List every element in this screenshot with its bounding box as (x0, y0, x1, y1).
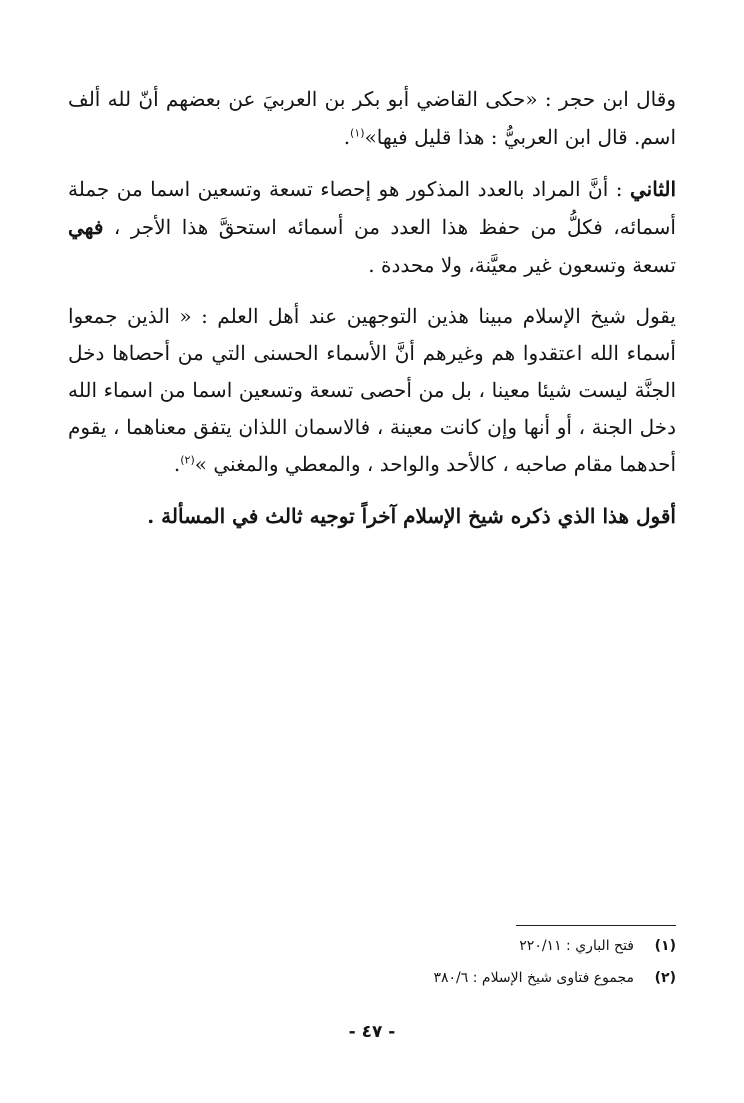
sentence-end: . (173, 452, 181, 476)
main-text (68, 80, 676, 535)
footnote-number: (٢) (654, 970, 676, 986)
footnotes (276, 936, 676, 1000)
footnote-text: مجموع فتاوى شيخ الإسلام : ٣٨٠/٦ (433, 970, 634, 986)
bold-word: فهي (68, 215, 104, 239)
footnote-number: (١) (654, 938, 676, 954)
paragraph-ibn-hajar-quote (68, 80, 676, 156)
footnote-divider (516, 925, 676, 926)
paragraph-text-cont: تسعة وتسعون غير معيَّنة، ولا محددة . (368, 253, 676, 277)
footnote-item (276, 936, 676, 956)
footnote-item (276, 968, 676, 988)
paragraph-text: : أنَّ المراد بالعدد المذكور هو إحصاء تسعة وتسعين اسما من جملة أسمائه، فكلُّ من حفظ هذا العدد من أسمائه استحقَّ هذا الأجر ، (68, 177, 676, 239)
bold-word: ثالث (265, 504, 303, 528)
footnote-text: فتح الباري : ٢٢٠/١١ (519, 938, 634, 954)
page-number: - ٤٧ - (348, 1022, 396, 1042)
paragraph-second-view (68, 170, 676, 284)
sentence-end: . (343, 125, 351, 149)
footnote-ref-1: (١) (350, 126, 365, 140)
paragraph-sheikh-quote (68, 298, 676, 483)
paragraph-text: أقول هذا الذي ذكره شيخ الإسلام آخراً توجيه (302, 504, 676, 528)
paragraph-text: يقول شيخ الإسلام مبينا هذين التوجهين عند أهل العلم : « الذين جمعوا أسماء الله اعتقدوا هم وغيرهم أنَّ الأسماء الحسنى التي من أحصاها دخل الجنَّة ليست شيئا معينا ، بل من أحصى تسعة وتسعين اسما من اسماء الله دخل الجنة ، أو أنها وإن كانت معينة ، فالاسمان اللذان يتفق معناهما ، يقوم أحدهما مقام صاحبه ، كالأحد والواحد ، والمعطي والمغني » (68, 304, 676, 476)
lead-word: الثاني (629, 177, 676, 201)
footnote-ref-2: (٢) (180, 453, 195, 467)
paragraph-third-view (68, 497, 676, 535)
paragraph-text-cont: في المسألة . (147, 504, 266, 528)
paragraph-text: وقال ابن حجر : «حكى القاضي أبو بكر بن العربيَ عن بعضهم أنّ لله ألف اسم. قال ابن العربيُّ : هذا قليل فيها» (68, 87, 676, 149)
